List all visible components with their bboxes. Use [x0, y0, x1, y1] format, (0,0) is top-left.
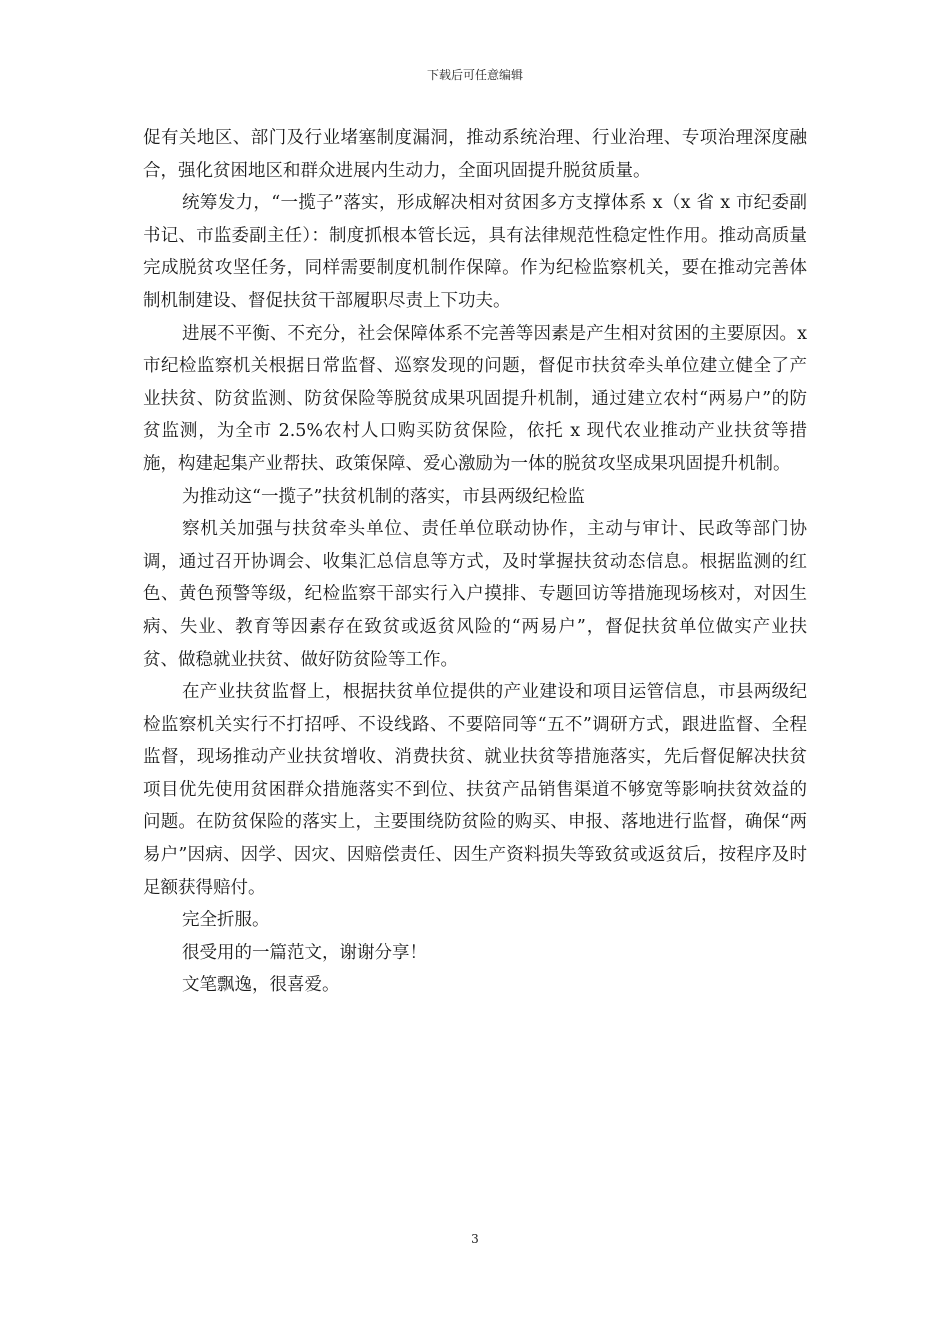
- page-number: 3: [471, 1232, 479, 1246]
- paragraph-2: 统筹发力，“一揽子”落实，形成解决相对贫困多方支撑体系 x（x 省 x 市纪委副书记、市监委副主任）：制度抓根本管长远，具有法律规范性稳定性作用。推动高质量完成脱贫攻坚任务，同样需要制度机制作保障。作为纪检监察机关，要在推动完善体制机制建设、督促扶贫干部履职尽责上下功夫。: [143, 193, 807, 311]
- paragraph-3: 进展不平衡、不充分，社会保障体系不完善等因素是产生相对贫困的主要原因。x 市纪检监察机关根据日常监督、巡察发现的问题，督促市扶贫牵头单位建立健全了产业扶贫、防贫监测、防贫保险等脱贫成果巩固提升机制，通过建立农村“两易户”的防贫监测，为全市 2.5%农村人口购买防贫保险，依托 x 现代农业推动产业扶贫等措施，构建起集产业帮扶、政策保障、爱心激励为一体的脱贫攻坚成果巩固提升机制。: [143, 323, 807, 474]
- paragraph-6: 在产业扶贫监督上，根据扶贫单位提供的产业建设和项目运管信息，市县两级纪检监察机关实行不打招呼、不设线路、不要陪同等“五不”调研方式，跟进监督、全程监督，现场推动产业扶贫增收、消费扶贫、就业扶贫等措施落实，先后督促解决扶贫项目优先使用贫困群众措施落实不到位、扶贫产品销售渠道不够宽等影响扶贫效益的问题。在防贫保险的落实上，主要围绕防贫险的购买、申报、落地进行监督，确保“两易户”因病、因学、因灾、因赔偿责任、因生产资料损失等致贫或返贫后，按程序及时足额获得赔付。: [143, 682, 807, 898]
- comment-3: 文笔飘逸，很喜爱。: [182, 975, 340, 996]
- paragraph-4: 为推动这“一揽子”扶贫机制的落实，市县两级纪检监: [182, 486, 585, 507]
- page-header-note: 下载后可任意编辑: [426, 68, 523, 82]
- document-body: [143, 122, 807, 1002]
- paragraph-1: 促有关地区、部门及行业堵塞制度漏洞，推动系统治理、行业治理、专项治理深度融合，强化贫困地区和群众进展内生动力，全面巩固提升脱贫质量。: [143, 128, 807, 181]
- comment-2: 很受用的一篇范文，谢谢分享！: [182, 942, 427, 963]
- comment-1: 完全折服。: [182, 910, 270, 931]
- paragraph-5: 察机关加强与扶贫牵头单位、责任单位联动协作，主动与审计、民政等部门协调，通过召开协调会、收集汇总信息等方式，及时掌握扶贫动态信息。根据监测的红色、黄色预警等级，纪检监察干部实行入户摸排、专题回访等措施现场核对，对因生病、失业、教育等因素存在致贫或返贫风险的“两易户”，督促扶贫单位做实产业扶贫、做稳就业扶贫、做好防贫险等工作。: [143, 519, 807, 670]
